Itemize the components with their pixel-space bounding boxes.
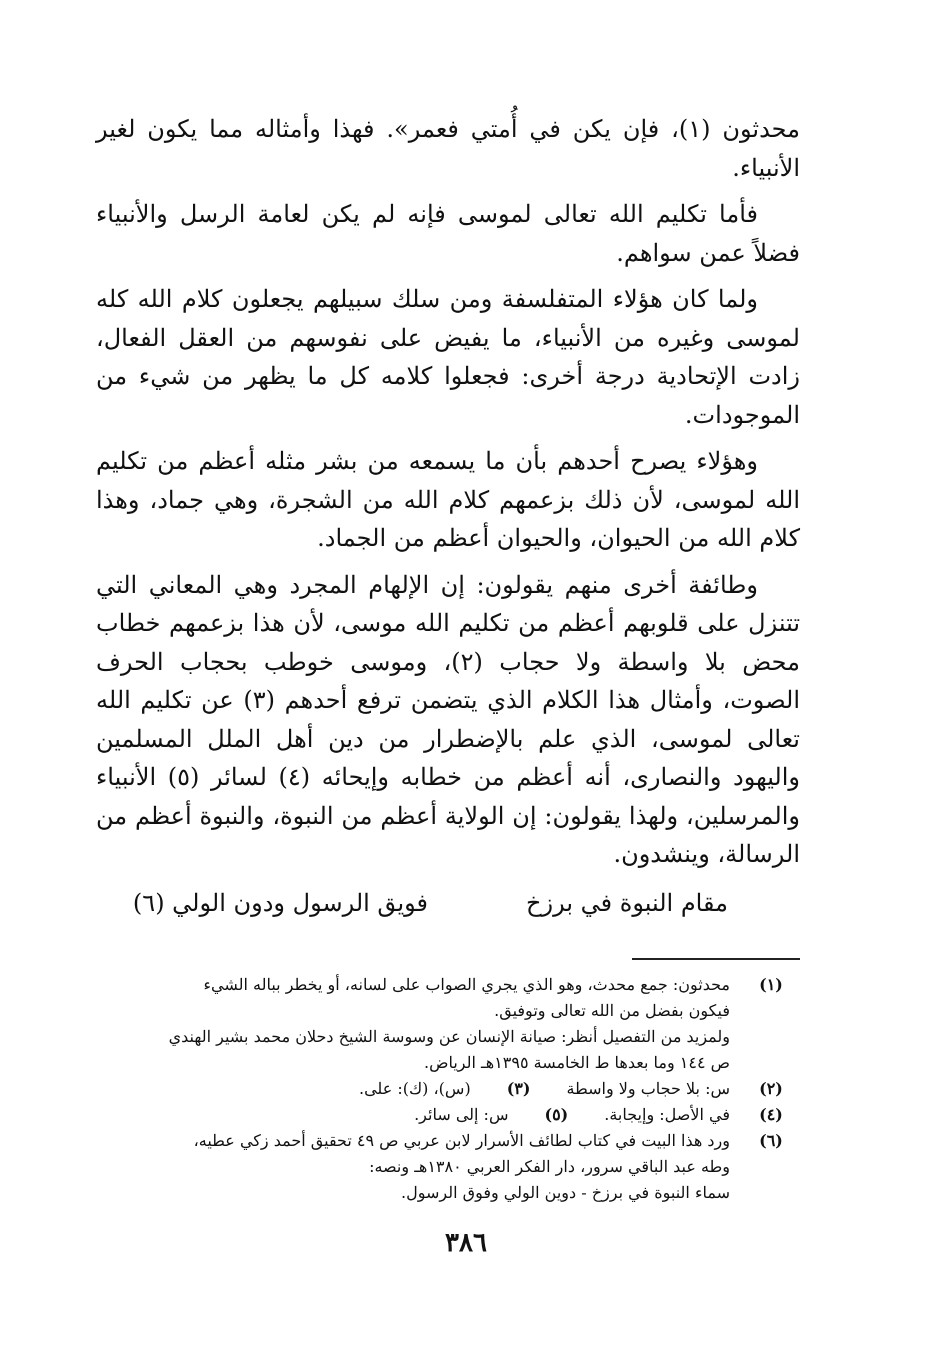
paragraph-5: وطائفة أخرى منهم يقولون: إن الإلهام المجرد وهي المعاني التي تتنزل على قلوبهم أعظم من تكليم الله موسى، لأن هذا بزعمهم خطاب محض بلا واسطة ولا حجاب (٢)، وموسى خوطب بحجاب الحرف الصوت، وأمثال هذا الكلام الذي يتضمن ترفع أحدهم (٣) عن تكليم الله تعالى لموسى، الذي علم بالإضطرار من دين أهل الملل المسلمين واليهود والنصارى، أنه أعظم من خطابه وإيحائه (٤) لسائر (٥) الأنبياء والمرسلين، ولهذا يقولون: إن الولاية أعظم من النبوة، والنبوة أعظم من الرسالة، وينشدون.: [96, 570, 801, 868]
paragraph-1: محدثون (١)، فإن يكن في أُمتي فعمر». فهذا وأمثاله مما يكون لغير الأنبياء.: [96, 115, 801, 182]
paragraph-2: فأما تكليم الله تعالى لموسى فإنه لم يكن لعامة الرسل والأنبياء فضلاً عمن سواهم.: [96, 200, 800, 267]
footnote-number: (١): [759, 974, 783, 994]
footnote-line: وطه عبد الباقي سرور، دار الفكر العربي ١٣٨٠هـ ونصه:: [369, 1156, 730, 1176]
footnote-1: [96, 972, 800, 1076]
footnote-line: ص ١٤٤ وما بعدها ط الخامسة ١٣٩٥هـ الرياض.: [424, 1052, 730, 1072]
footnote-line: فيكون بفضل من الله تعالى وتوفيق.: [494, 1000, 730, 1020]
footnote-col: س: إلى سائر.: [414, 1104, 509, 1124]
footnote-4: [96, 1102, 800, 1128]
footnote-number: (٦): [759, 1130, 783, 1150]
footnote-divider: [632, 958, 800, 960]
main-text: [96, 110, 800, 874]
footnote-number: (٤): [759, 1104, 783, 1124]
footnote-line: ولمزيد من التفصيل أنظر: صيانة الإنسان عن وسوسة الشيخ دحلان محمد بشير الهندي: [168, 1026, 730, 1046]
verse: [96, 884, 800, 922]
footnotes: [96, 972, 800, 1206]
footnote-text: [96, 1102, 742, 1128]
footnote-line: محدثون: جمع محدث، وهو الذي يجري الصواب على لسانه، أو يخطر بباله الشيء: [203, 974, 730, 994]
footnote-line: ورد هذا البيت في كتاب لطائف الأسرار لابن عربي ص ٤٩ تحقيق أحمد زكي عطيه،: [193, 1130, 730, 1150]
footnote-col: (س)، (ك): على.: [359, 1078, 471, 1098]
page-number: ٣٨٦: [445, 1228, 487, 1258]
footnote-col: (٥): [544, 1104, 569, 1124]
footnote-2: [96, 1076, 800, 1102]
footnote-text: [96, 972, 742, 1076]
footnote-col: في الأصل: وإيجابة.: [604, 1104, 730, 1124]
footnote-col: س: بلا حجاب ولا واسطة: [566, 1078, 730, 1098]
page-content: [96, 110, 800, 1330]
footnote-text: [96, 1128, 742, 1206]
footnote-col: (٣): [506, 1078, 531, 1098]
footnote-text: [96, 1076, 742, 1102]
paragraph-4: وهؤلاء يصرح أحدهم بأن ما يسمعه من بشر مثله أعظم من تكليم الله لموسى، لأن ذلك بزعمهم كلام الله من الشجرة، وهي جماد، وهذا كلام الله من الحيوان، والحيوان أعظم من الجماد.: [96, 447, 800, 552]
footnote-6: [96, 1128, 800, 1206]
verse-second-hemistich: فويق الرسول ودون الولي (٦): [132, 888, 428, 917]
footnote-number: (٢): [759, 1078, 783, 1098]
paragraph-3: ولما كان هؤلاء المتفلسفة ومن سلك سبيلهم يجعلون كلام الله كله لموسى وغيره من الأنبياء، ما يفيض على نفوسهم من العقل الفعال، زادت الإتحادية درجة أخرى: فجعلوا كلامه كل ما يظهر من شيء من الموجودات.: [96, 285, 800, 429]
footnote-line: سماء النبوة في برزخ - دوين الولي وفوق الرسول.: [401, 1182, 730, 1202]
verse-first-hemistich: مقام النبوة في برزخ: [526, 888, 728, 917]
